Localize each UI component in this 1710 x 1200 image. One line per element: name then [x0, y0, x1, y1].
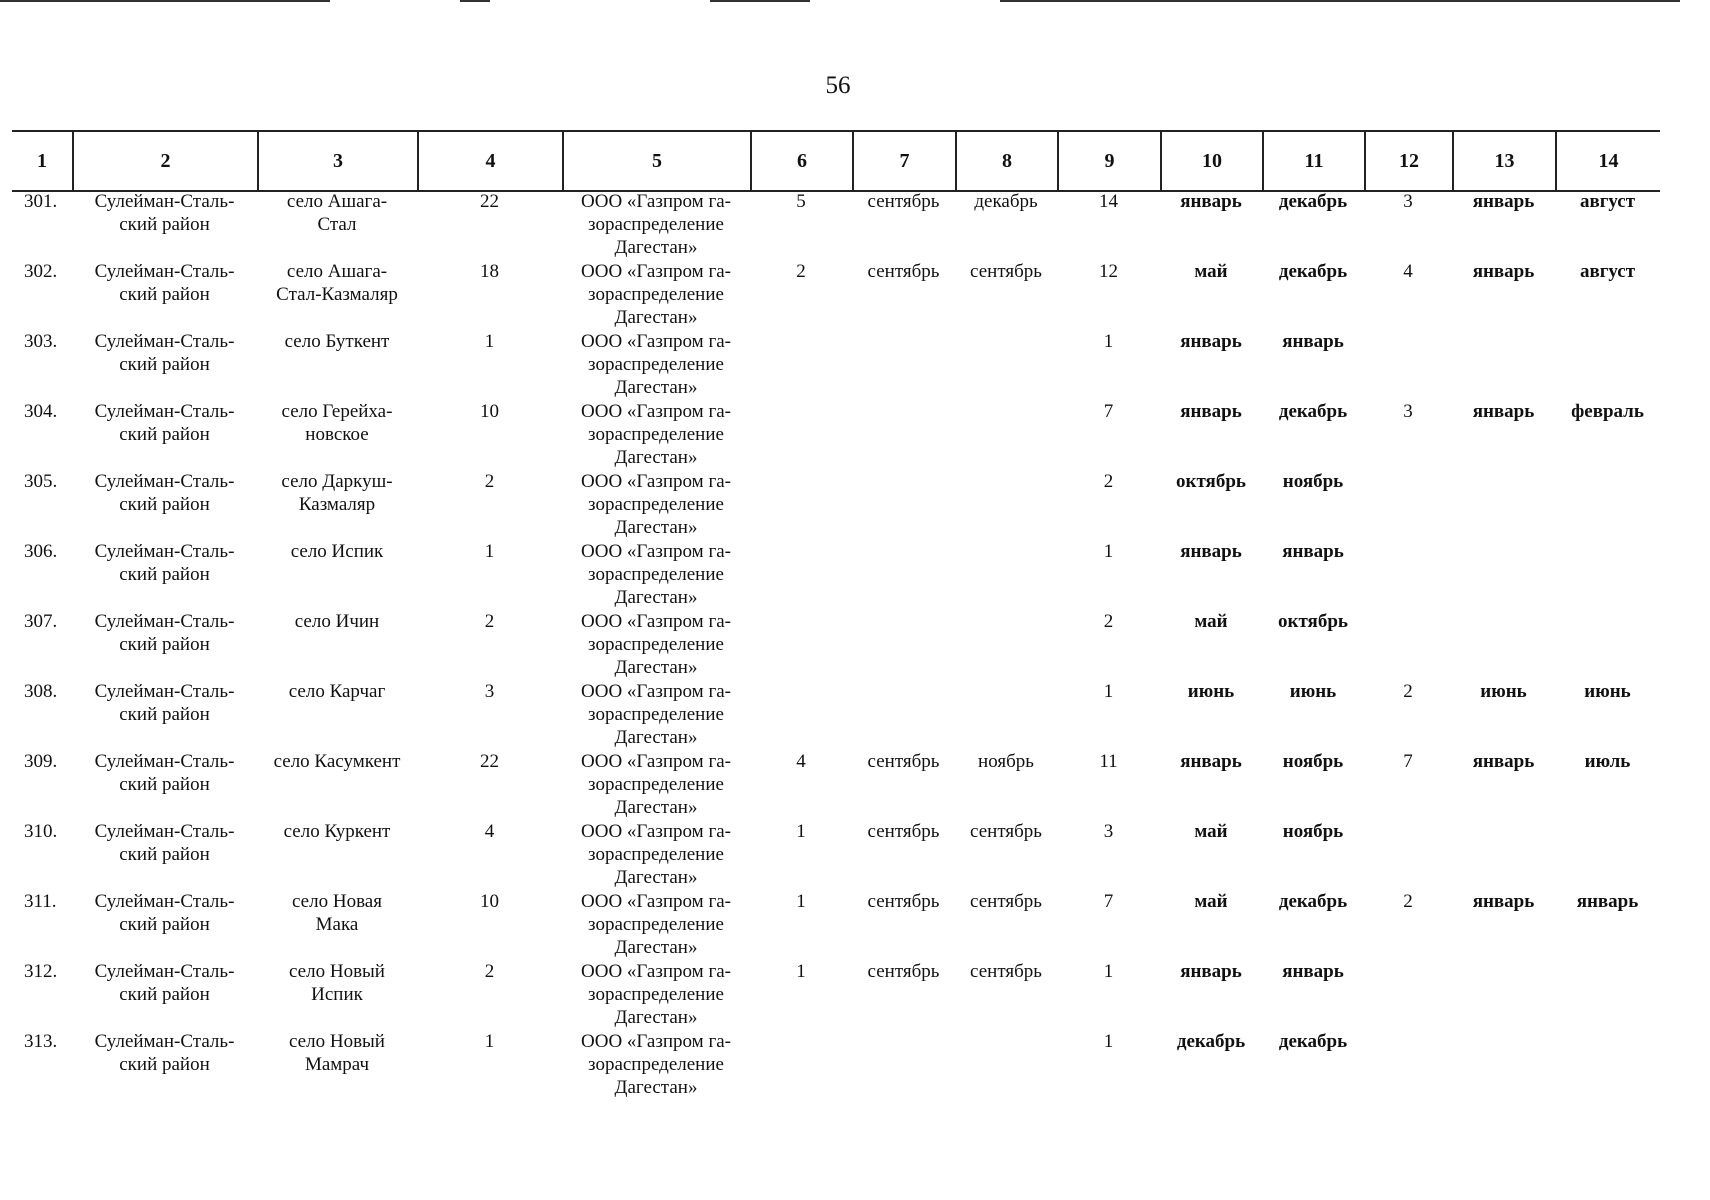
cell-c9: 2 — [1103, 611, 1114, 632]
cell-org: ООО «Газпром га- зораспределение Дагестан» — [581, 261, 731, 328]
cell-c10: май — [1194, 891, 1228, 912]
cell-c9: 3 — [1103, 821, 1114, 842]
cell-c7: сентябрь — [867, 751, 940, 772]
cell-c4: 1 — [484, 541, 495, 562]
cell-c10: октябрь — [1176, 471, 1246, 492]
cell-c10: январь — [1180, 961, 1242, 982]
cell-district: Сулейман-Сталь- ский район — [94, 541, 235, 585]
cell-c10: январь — [1180, 331, 1242, 352]
cell-num: 309. — [24, 751, 58, 772]
cell-c7: сентябрь — [867, 891, 940, 912]
table-row — [12, 470, 1660, 540]
cell-district: Сулейман-Сталь- ский район — [94, 191, 235, 235]
table-row — [12, 330, 1660, 400]
cell-c10: январь — [1180, 541, 1242, 562]
cell-c8: сентябрь — [970, 961, 1042, 982]
header-cell: 2 — [72, 132, 257, 190]
cell-c12: 3 — [1403, 191, 1413, 212]
cell-c13: январь — [1472, 891, 1535, 912]
page-number: 56 — [825, 72, 851, 99]
header-cell: 11 — [1262, 132, 1364, 190]
scan-edge-line — [1000, 0, 1680, 2]
header-cell: 4 — [417, 132, 562, 190]
cell-c6: 1 — [796, 821, 806, 842]
cell-c11: декабрь — [1278, 1031, 1348, 1052]
cell-c7: сентябрь — [867, 261, 940, 282]
cell-num: 302. — [24, 261, 58, 282]
cell-settlement: село Испик — [290, 541, 384, 562]
cell-c11: январь — [1282, 961, 1344, 982]
cell-c4: 1 — [484, 331, 495, 352]
cell-settlement: село Ашага- Стал — [286, 191, 388, 235]
cell-c7: сентябрь — [867, 821, 940, 842]
table-row — [12, 960, 1660, 1030]
scan-edge-line — [0, 0, 330, 2]
cell-district: Сулейман-Сталь- ский район — [94, 331, 235, 375]
cell-district: Сулейман-Сталь- ский район — [94, 261, 235, 305]
cell-org: ООО «Газпром га- зораспределение Дагестан» — [581, 611, 731, 678]
scan-edge-line — [460, 0, 490, 2]
cell-c13: январь — [1472, 261, 1535, 282]
cell-c6: 2 — [796, 261, 806, 282]
cell-c7: сентябрь — [867, 961, 940, 982]
cell-c4: 4 — [484, 821, 495, 842]
cell-c11: ноябрь — [1282, 751, 1344, 772]
cell-c13: январь — [1472, 191, 1535, 212]
cell-org: ООО «Газпром га- зораспределение Дагестан» — [581, 541, 731, 608]
table-header — [12, 130, 1660, 192]
cell-settlement: село Ичин — [294, 611, 380, 632]
cell-c8: сентябрь — [970, 891, 1042, 912]
cell-district: Сулейман-Сталь- ский район — [94, 611, 235, 655]
cell-c6: 1 — [796, 961, 806, 982]
cell-settlement: село Карчаг — [288, 681, 386, 702]
cell-num: 304. — [24, 401, 58, 422]
cell-c4: 22 — [480, 191, 499, 212]
cell-c10: май — [1194, 611, 1228, 632]
table-row — [12, 680, 1660, 750]
scan-edge-line — [710, 0, 810, 2]
cell-org: ООО «Газпром га- зораспределение Дагестан» — [581, 1031, 731, 1098]
cell-district: Сулейман-Сталь- ский район — [94, 681, 235, 725]
cell-district: Сулейман-Сталь- ский район — [94, 751, 235, 795]
cell-c6: 5 — [796, 191, 806, 212]
header-cell: 12 — [1364, 132, 1452, 190]
cell-c10: май — [1194, 261, 1228, 282]
cell-c14: август — [1579, 261, 1636, 282]
cell-c12: 7 — [1403, 751, 1413, 772]
cell-c10: январь — [1180, 191, 1242, 212]
cell-c14: январь — [1576, 891, 1639, 912]
table-row — [12, 750, 1660, 820]
cell-num: 313. — [24, 1031, 58, 1052]
cell-org: ООО «Газпром га- зораспределение Дагестан» — [581, 471, 731, 538]
table-row — [12, 1030, 1660, 1100]
cell-num: 308. — [24, 681, 58, 702]
cell-org: ООО «Газпром га- зораспределение Дагестан» — [581, 191, 731, 258]
cell-org: ООО «Газпром га- зораспределение Дагестан» — [581, 891, 731, 958]
cell-org: ООО «Газпром га- зораспределение Дагестан» — [581, 331, 731, 398]
cell-c7: сентябрь — [867, 191, 940, 212]
cell-c4: 10 — [480, 891, 499, 912]
cell-c8: сентябрь — [970, 261, 1042, 282]
cell-c4: 22 — [480, 751, 499, 772]
cell-c6: 1 — [796, 891, 806, 912]
cell-c4: 10 — [480, 401, 499, 422]
cell-c8: декабрь — [974, 191, 1038, 212]
cell-settlement: село Куркент — [283, 821, 391, 842]
cell-c6: 4 — [796, 751, 806, 772]
cell-c4: 1 — [484, 1031, 495, 1052]
cell-c9: 7 — [1103, 401, 1114, 422]
cell-settlement: село Буткент — [284, 331, 390, 352]
header-cell: 8 — [955, 132, 1057, 190]
cell-c4: 2 — [484, 611, 495, 632]
table-row — [12, 400, 1660, 470]
cell-c13: январь — [1472, 401, 1535, 422]
cell-org: ООО «Газпром га- зораспределение Дагестан» — [581, 961, 731, 1028]
cell-c11: ноябрь — [1282, 471, 1344, 492]
cell-c14: июнь — [1584, 681, 1631, 702]
cell-c8: ноябрь — [978, 751, 1034, 772]
cell-district: Сулейман-Сталь- ский район — [94, 891, 235, 935]
cell-settlement: село Новый Испик — [289, 961, 385, 1005]
cell-num: 312. — [24, 961, 58, 982]
cell-num: 301. — [24, 191, 58, 212]
cell-c14: февраль — [1571, 401, 1644, 422]
cell-c10: январь — [1180, 401, 1242, 422]
cell-c10: январь — [1180, 751, 1242, 772]
header-cell: 3 — [257, 132, 417, 190]
cell-c12: 2 — [1403, 891, 1413, 912]
header-cell: 10 — [1160, 132, 1262, 190]
cell-num: 310. — [24, 821, 58, 842]
cell-c4: 2 — [484, 471, 495, 492]
cell-c9: 7 — [1103, 891, 1114, 912]
cell-c12: 3 — [1403, 401, 1413, 422]
cell-num: 306. — [24, 541, 58, 562]
cell-district: Сулейман-Сталь- ский район — [94, 961, 235, 1005]
cell-c9: 1 — [1103, 681, 1114, 702]
cell-district: Сулейман-Сталь- ский район — [94, 471, 235, 515]
cell-c9: 11 — [1099, 751, 1118, 772]
cell-c9: 1 — [1103, 961, 1114, 982]
cell-settlement: село Касумкент — [273, 751, 401, 772]
header-cell: 7 — [852, 132, 955, 190]
header-cell: 5 — [562, 132, 750, 190]
cell-c13: июнь — [1480, 681, 1527, 702]
cell-c8: сентябрь — [970, 821, 1042, 842]
cell-settlement: село Ашага- Стал-Казмаляр — [276, 261, 398, 305]
cell-c9: 1 — [1103, 541, 1114, 562]
cell-c13: январь — [1472, 751, 1535, 772]
cell-c9: 14 — [1099, 191, 1118, 212]
cell-c11: декабрь — [1278, 401, 1348, 422]
cell-district: Сулейман-Сталь- ский район — [94, 1031, 235, 1075]
cell-district: Сулейман-Сталь- ский район — [94, 821, 235, 865]
cell-num: 305. — [24, 471, 58, 492]
table-row — [12, 190, 1660, 260]
header-cell: 14 — [1555, 132, 1660, 190]
cell-c11: октябрь — [1278, 611, 1348, 632]
cell-c11: ноябрь — [1282, 821, 1344, 842]
cell-org: ООО «Газпром га- зораспределение Дагестан» — [581, 751, 731, 818]
cell-c11: декабрь — [1278, 261, 1348, 282]
table-row — [12, 820, 1660, 890]
cell-c9: 1 — [1103, 1031, 1114, 1052]
cell-c9: 1 — [1103, 331, 1114, 352]
cell-c11: январь — [1282, 541, 1344, 562]
cell-c10: июнь — [1187, 681, 1235, 702]
cell-settlement: село Новая Мака — [292, 891, 382, 935]
table-row — [12, 890, 1660, 960]
table-row — [12, 610, 1660, 680]
cell-settlement: село Даркуш- Казмаляр — [281, 471, 393, 515]
cell-district: Сулейман-Сталь- ский район — [94, 401, 235, 445]
table-row — [12, 260, 1660, 330]
cell-org: ООО «Газпром га- зораспределение Дагестан» — [581, 681, 731, 748]
cell-org: ООО «Газпром га- зораспределение Дагестан» — [581, 401, 731, 468]
cell-c9: 12 — [1099, 261, 1118, 282]
cell-c12: 4 — [1403, 261, 1413, 282]
cell-num: 307. — [24, 611, 58, 632]
cell-num: 311. — [24, 891, 57, 912]
cell-c11: январь — [1282, 331, 1344, 352]
cell-c9: 2 — [1103, 471, 1114, 492]
cell-c11: декабрь — [1278, 891, 1348, 912]
cell-c14: июль — [1584, 751, 1631, 772]
cell-c4: 18 — [480, 261, 499, 282]
cell-c14: август — [1579, 191, 1636, 212]
header-cell: 9 — [1057, 132, 1160, 190]
cell-c4: 2 — [484, 961, 495, 982]
cell-c11: декабрь — [1278, 191, 1348, 212]
table-row — [12, 540, 1660, 610]
cell-num: 303. — [24, 331, 58, 352]
header-cell: 6 — [750, 132, 852, 190]
cell-c10: декабрь — [1176, 1031, 1246, 1052]
cell-c11: июнь — [1289, 681, 1337, 702]
header-cell: 13 — [1452, 132, 1555, 190]
cell-org: ООО «Газпром га- зораспределение Дагестан» — [581, 821, 731, 888]
cell-c10: май — [1194, 821, 1228, 842]
cell-c4: 3 — [484, 681, 495, 702]
cell-c12: 2 — [1403, 681, 1413, 702]
cell-settlement: село Герейха- новское — [281, 401, 393, 445]
cell-settlement: село Новый Мамрач — [289, 1031, 385, 1075]
header-cell: 1 — [37, 150, 47, 172]
